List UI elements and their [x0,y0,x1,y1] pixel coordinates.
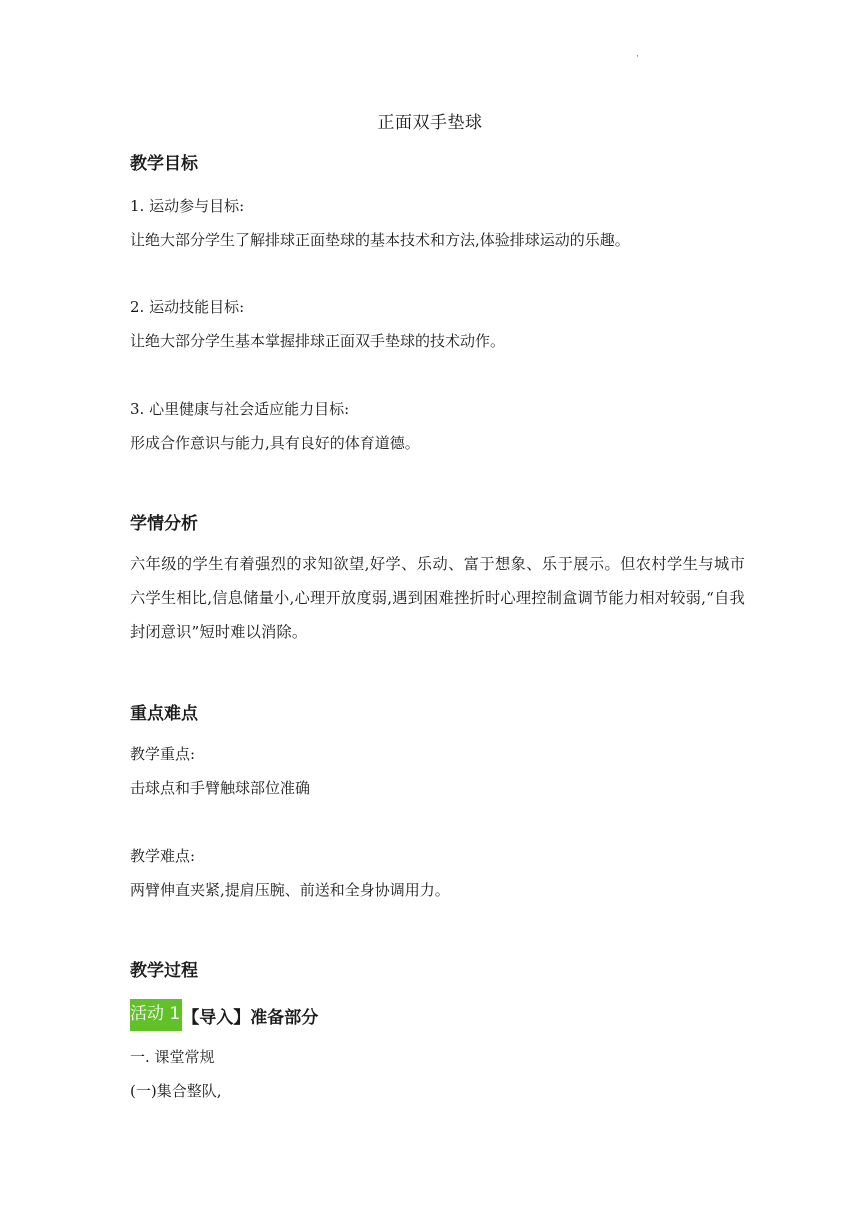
goal3-label: 3. 心里健康与社会适应能力目标: [130,400,350,418]
process-heading-block [130,959,745,983]
process-item-2: (一)集合整队, [130,1082,222,1100]
process-item-1: 一. 课堂常规 [130,1048,215,1066]
goal2-block [130,290,745,358]
objectives-heading: 教学目标 [130,154,198,174]
goal3-text: 形成合作意识与能力,具有良好的体育道德。 [130,434,420,452]
analysis-heading-block [130,512,745,536]
keypoints-block [130,737,745,805]
activity-1 [130,1000,318,1030]
objectives-heading-block [130,152,745,176]
activity-title: 【导入】准备部分 [182,1007,319,1028]
difficulty-text: 两臂伸直夹紧,提肩压腕、前送和全身协调用力。 [130,881,450,899]
goal2-label: 2. 运动技能目标: [130,298,245,316]
analysis-block [130,547,745,649]
keypoints-heading: 重点难点 [130,704,198,724]
process-heading: 教学过程 [130,961,198,981]
goal2-text: 让绝大部分学生基本掌握排球正面双手垫球的技术动作。 [130,332,506,350]
key-text: 击球点和手臂触球部位准确 [130,779,311,797]
objectives-list [130,189,745,257]
difficulty-block [130,839,745,907]
goal1-label: 1. 运动参与目标: [130,197,245,215]
goal3-block [130,392,745,460]
difficulty-label: 教学难点: [130,847,196,865]
header-mark: · [636,52,639,62]
analysis-paragraph: 六年级的学生有着强烈的求知欲望,好学、乐动、富于想象、乐于展示。但农村学生与城市六学生相比,信息储量小,心理开放度弱,遇到困难挫折时心理控制盒调节能力相对较弱,“自我封闭意识”短时难以消除。 [130,555,745,641]
key-label: 教学重点: [130,745,196,763]
document-title: 正面双手垫球 [377,113,483,133]
goal1-text: 让绝大部分学生了解排球正面垫球的基本技术和方法,体验排球运动的乐趣。 [130,231,630,249]
activity-badge: 活动 1 [130,999,182,1031]
analysis-heading: 学情分析 [130,514,198,534]
process-items [130,1040,745,1108]
keypoints-heading-block [130,702,745,726]
